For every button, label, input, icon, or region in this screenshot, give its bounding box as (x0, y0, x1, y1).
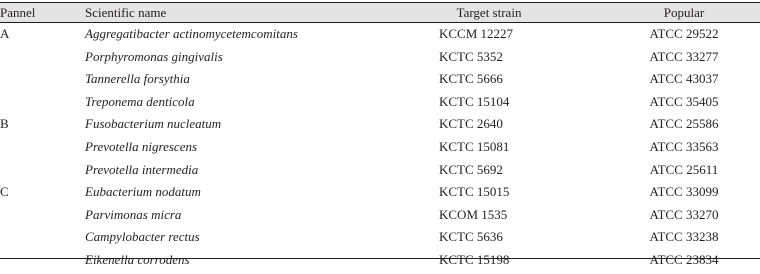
target-strain-cell: KCTC 15104 (439, 93, 510, 109)
scientific-name-cell: Treponema denticola (85, 93, 195, 109)
table-row (0, 70, 760, 93)
header-popular: Popular (663, 5, 705, 20)
scientific-name-cell: Prevotella intermedia (85, 161, 199, 177)
scientific-name-cell: Campylobacter rectus (85, 229, 200, 245)
table-body (0, 25, 760, 274)
table-row (0, 138, 760, 161)
popular-cell: ATCC 33563 (649, 138, 719, 154)
popular-cell: ATCC 43037 (649, 71, 719, 87)
scientific-name-cell: Tannerella forsythia (85, 71, 190, 87)
table-row (0, 93, 760, 116)
scientific-name-cell: Aggregatibacter actinomycetemcomitans (85, 26, 298, 41)
popular-cell: ATCC 33238 (649, 229, 719, 245)
pannel-cell: A (0, 26, 10, 41)
table-header-row (0, 3, 760, 23)
pannel-cell: B (0, 116, 9, 132)
popular-cell: ATCC 33277 (649, 48, 719, 64)
pannel-cell: C (0, 184, 9, 200)
table-row (0, 48, 760, 71)
table-row (0, 115, 760, 138)
table-row (0, 251, 760, 274)
popular-cell: ATCC 33099 (649, 184, 719, 200)
scientific-name-cell: Porphyromonas gingivalis (85, 48, 223, 64)
target-strain-cell: KCTC 5352 (439, 48, 503, 64)
popular-cell: ATCC 35405 (649, 93, 719, 109)
target-strain-cell: KCTC 15081 (439, 138, 510, 154)
table-row (0, 228, 760, 251)
popular-cell: ATCC 29522 (649, 26, 719, 41)
target-strain-cell: KCTC 5636 (439, 229, 503, 245)
target-strain-cell: KCTC 15015 (439, 184, 510, 200)
table-row (0, 183, 760, 206)
scientific-name-cell: Eikenella corrodens (85, 251, 190, 267)
popular-cell: ATCC 23834 (649, 251, 719, 267)
target-strain-cell: KCTC 5692 (439, 161, 503, 177)
header-target-strain: Target strain (456, 5, 522, 20)
header-pannel: Pannel (0, 5, 36, 20)
target-strain-cell: KCTC 15198 (439, 251, 510, 267)
table-row (0, 25, 760, 48)
scientific-name-cell: Fusobacterium nucleatum (85, 116, 222, 132)
popular-cell: ATCC 33270 (649, 206, 719, 222)
scientific-name-cell: Prevotella nigrescens (85, 138, 198, 154)
target-strain-cell: KCTC 2640 (439, 116, 503, 132)
scientific-name-cell: Parvimonas micra (85, 206, 182, 222)
table-row (0, 206, 760, 229)
target-strain-cell: KCOM 1535 (439, 206, 508, 222)
header-scientific-name: Scientific name (85, 5, 167, 20)
popular-cell: ATCC 25586 (649, 116, 719, 132)
popular-cell: ATCC 25611 (649, 161, 719, 177)
scientific-name-cell: Eubacterium nodatum (85, 184, 201, 200)
target-strain-cell: KCCM 12227 (439, 26, 514, 41)
bottom-rule (0, 258, 760, 259)
table-row (0, 161, 760, 184)
target-strain-cell: KCTC 5666 (439, 71, 503, 87)
